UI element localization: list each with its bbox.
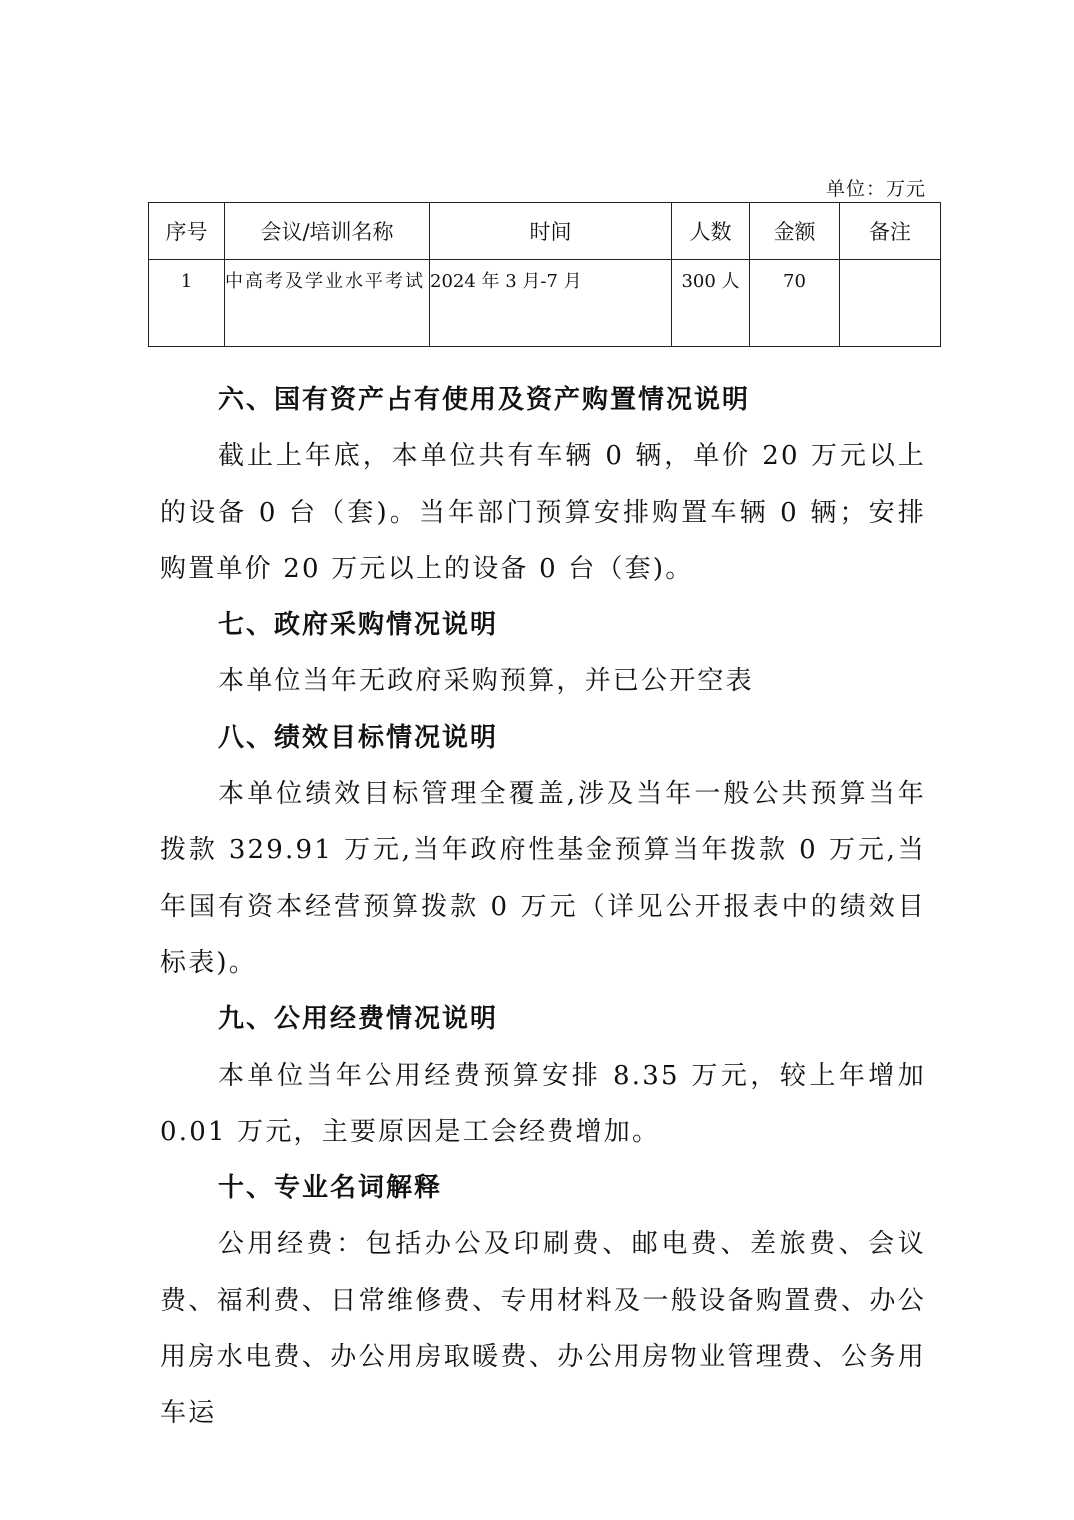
cell-name: 中高考及学业水平考试 [225, 260, 430, 347]
section-heading-9: 九、公用经费情况说明 [218, 1004, 499, 1035]
section-heading-7: 七、政府采购情况说明 [218, 610, 499, 641]
header-amount: 金额 [750, 203, 840, 260]
header-note: 备注 [840, 203, 941, 260]
section-body-6: 截止上年底，本单位共有车辆 0 辆，单价 20 万元以上的设备 0 台（套)。当年部门预算安排购置车辆 0 辆；安排购置单价 20 万元以上的设备 0 台（套)。 [160, 441, 926, 584]
cell-note [840, 260, 941, 347]
section-body-10: 公用经费：包括办公及印刷费、邮电费、差旅费、会议费、福利费、日常维修费、专用材料及一般设备购置费、办公用房水电费、办公用房取暖费、办公用房物业管理费、公务用车运 [160, 1229, 926, 1429]
table-header-row [149, 203, 941, 260]
cell-amount: 70 [750, 260, 840, 347]
cell-time: 2024 年 3 月-7 月 [430, 260, 672, 347]
section-heading-8: 八、绩效目标情况说明 [218, 722, 499, 753]
unit-label: 单位：万元 [825, 178, 926, 200]
header-name: 会议/培训名称 [225, 203, 430, 260]
section-body-9: 本单位当年公用经费预算安排 8.35 万元，较上年增加 0.01 万元，主要原因是工会经费增加。 [160, 1060, 926, 1147]
cell-no: 1 [149, 260, 225, 347]
section-body-7: 本单位当年无政府采购预算，并已公开空表 [218, 666, 754, 697]
section-heading-10: 十、专业名词解释 [218, 1173, 443, 1204]
header-time: 时间 [430, 203, 672, 260]
header-no: 序号 [149, 203, 225, 260]
section-heading-6: 六、国有资产占有使用及资产购置情况说明 [218, 385, 751, 415]
section-body-8: 本单位绩效目标管理全覆盖,涉及当年一般公共预算当年拨款 329.91 万元,当年政府性基金预算当年拨款 0 万元,当年国有资本经营预算拨款 0 万元（详见公开报表中的绩效目标表)。 [160, 779, 926, 978]
cell-people: 300 人 [672, 260, 750, 347]
meeting-training-table [148, 202, 941, 347]
document-body [160, 372, 926, 1442]
header-people: 人数 [672, 203, 750, 260]
table-row [149, 260, 941, 347]
